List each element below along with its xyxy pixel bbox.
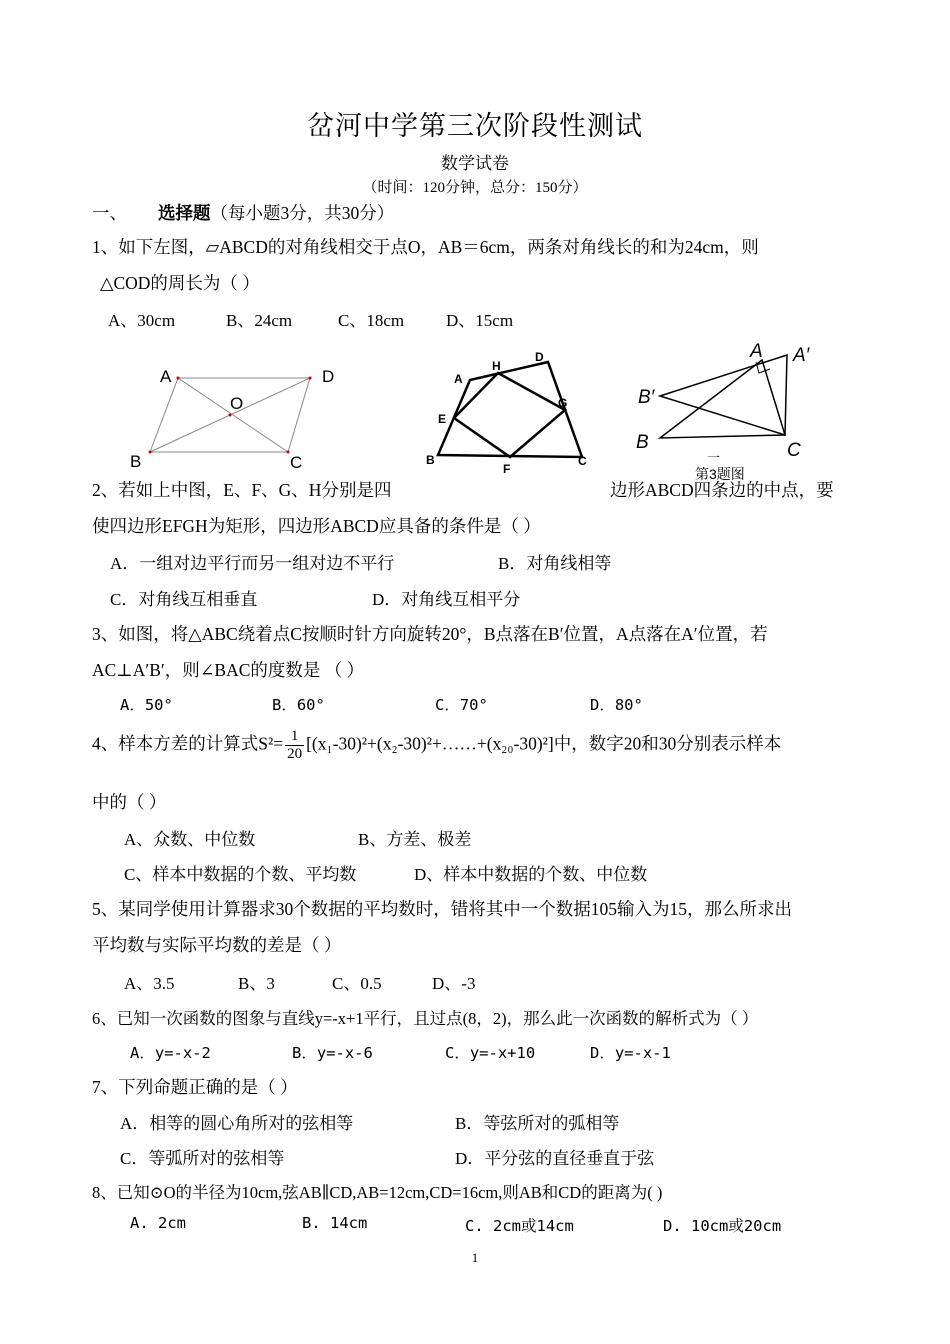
fig2-label-h: H — [492, 359, 501, 373]
q3-line1: 3、如图，将△ABC绕着点C按顺时针方向旋转20°，B点落在B′位置，A点落在A′位置，若 — [92, 624, 768, 644]
q4-option-b: B、方差、极差 — [358, 830, 472, 849]
triangle-abc — [660, 360, 785, 438]
q5-option-d: D、-3 — [432, 974, 476, 993]
q6-option-b: B．y=-x-6 — [292, 1044, 373, 1062]
fig3-label-a: A — [750, 341, 763, 362]
q8-option-d: D. 10cm或20cm — [663, 1217, 782, 1235]
fig3-caption-mark: 一 — [707, 450, 721, 465]
q3-option-d: D．80° — [590, 696, 643, 714]
fig2-label-d: D — [535, 350, 544, 364]
q2-line1-part2: 边形ABCD四条边的中点，要 — [610, 480, 834, 500]
section-heading — [158, 200, 394, 225]
q5-option-b: B、3 — [238, 974, 275, 993]
q4-line2: 中的（ ） — [92, 792, 167, 812]
q2-option-b: B．对角线相等 — [498, 554, 612, 573]
q2-line1-part1: 2、若如上中图，E、F、G、H分别是四 — [92, 480, 392, 500]
q7-option-c: C．等弧所对的弦相等 — [120, 1149, 285, 1168]
q3-line2: AC⊥A′B′，则∠BAC的度数是 （ ） — [92, 660, 365, 680]
q2-option-a: A．一组对边平行而另一组对边不平行 — [110, 554, 395, 573]
q1-line1: 1、如下左图，▱ABCD的对角线相交于点O，AB＝6cm，两条对角线长的和为24cm，则 — [92, 237, 759, 257]
fig2-label-b: B — [426, 453, 435, 467]
fig1-label-b: B — [130, 452, 142, 471]
fig2-label-g: G — [558, 396, 568, 410]
page-number: 1 — [471, 1250, 479, 1265]
fig1-label-a: A — [160, 367, 172, 386]
q7-option-a: A．相等的圆心角所对的弦相等 — [120, 1114, 354, 1133]
diagonal-ac — [178, 378, 288, 452]
fig2-label-c: C — [578, 454, 587, 468]
q4-option-d: D、样本中数据的个数、中位数 — [414, 865, 648, 884]
q3-option-c: C．70° — [435, 696, 488, 714]
section-points: （每小题3分，共30分） — [210, 203, 395, 223]
fig1-label-d: D — [322, 367, 335, 386]
fig1-label-c: C — [290, 453, 303, 472]
q1-option-b: B、24cm — [226, 311, 293, 330]
q7-line1: 7、下列命题正确的是（ ） — [92, 1077, 298, 1097]
q5-line2: 平均数与实际平均数的差是（ ） — [92, 935, 342, 955]
q2-option-d: D．对角线互相平分 — [372, 590, 521, 609]
q4-prefix: 4、样本方差的计算式S²= — [92, 733, 284, 754]
q4-fraction-numerator: 1 — [290, 728, 299, 744]
q8-line1: 8、已知⊙O的半径为10cm,弦AB∥CD,AB=12cm,CD=16cm,则AB和CD的距离为( ) — [92, 1183, 663, 1202]
section-name: 选择题 — [158, 203, 211, 223]
fig2-label-a: A — [454, 372, 463, 386]
q1-option-c: C、18cm — [338, 311, 405, 330]
q8-option-b: B. 14cm — [302, 1214, 368, 1232]
subject-subtitle: 数学试卷 — [441, 154, 509, 173]
q4-option-a: A、众数、中位数 — [124, 830, 256, 849]
fig3-caption: 第3题图 — [695, 466, 745, 482]
fig3-label-b: B — [636, 432, 649, 453]
q8-option-c: C. 2cm或14cm — [465, 1217, 574, 1235]
q6-line1: 6、已知一次函数的图象与直线y=-x+1平行，且过点(8，2)，那么此一次函数的解析式为（ ） — [92, 1009, 759, 1028]
q6-option-c: C．y=-x+10 — [445, 1044, 536, 1062]
fig3-label-b-prime: B′ — [638, 387, 655, 408]
figure-parallelogram — [120, 360, 350, 475]
q4-option-c: C、样本中数据的个数、平均数 — [124, 865, 357, 884]
q6-option-d: D．y=-x-1 — [590, 1044, 671, 1062]
q3-option-a: A．50° — [120, 696, 173, 714]
q5-option-c: C、0.5 — [332, 974, 382, 993]
q5-option-a: A、3.5 — [124, 974, 175, 993]
q1-option-a: A、30cm — [108, 311, 176, 330]
q7-option-d: D．平分弦的直径垂直于弦 — [455, 1149, 655, 1168]
q3-option-b: B．60° — [272, 696, 325, 714]
figure-rotated-triangle — [630, 335, 830, 485]
fig2-label-e: E — [438, 412, 447, 426]
q1-line2: △COD的周长为（ ） — [100, 273, 260, 293]
page-title: 岔河中学第三次阶段性测试 — [307, 111, 643, 141]
exam-info: （时间：120分钟，总分：150分） — [362, 180, 588, 196]
q5-line1: 5、某同学使用计算器求30个数据的平均数时，错将其中一个数据105输入为15，那么所求出 — [92, 899, 792, 919]
q4-line1 — [92, 728, 781, 763]
q7-option-b: B．等弦所对的弧相等 — [455, 1114, 620, 1133]
q6-option-a: A．y=-x-2 — [130, 1044, 211, 1062]
section-number: 一、 — [92, 203, 127, 223]
q2-option-c: C．对角线互相垂直 — [110, 590, 258, 609]
fig1-label-o: O — [230, 394, 244, 413]
q4-fraction-denominator: 20 — [287, 746, 303, 762]
quad-efgh — [454, 373, 568, 457]
fig3-label-a-prime: A′ — [793, 345, 810, 366]
fig3-label-c: C — [787, 440, 801, 461]
q4-formula: [(x₁-30)²+(x₂-30)²+……+(x₂₀-30)²]中，数字20和30分别表示样本 — [306, 733, 782, 754]
q8-option-a: A. 2cm — [130, 1214, 186, 1232]
q2-line2: 使四边形EFGH为矩形，四边形ABCD应具备的条件是（ ） — [92, 516, 541, 536]
figure-midpoint-quadrilateral — [420, 345, 598, 475]
fig2-label-f: F — [503, 462, 511, 475]
q1-option-d: D、15cm — [446, 311, 514, 330]
q4-fraction — [285, 728, 304, 763]
